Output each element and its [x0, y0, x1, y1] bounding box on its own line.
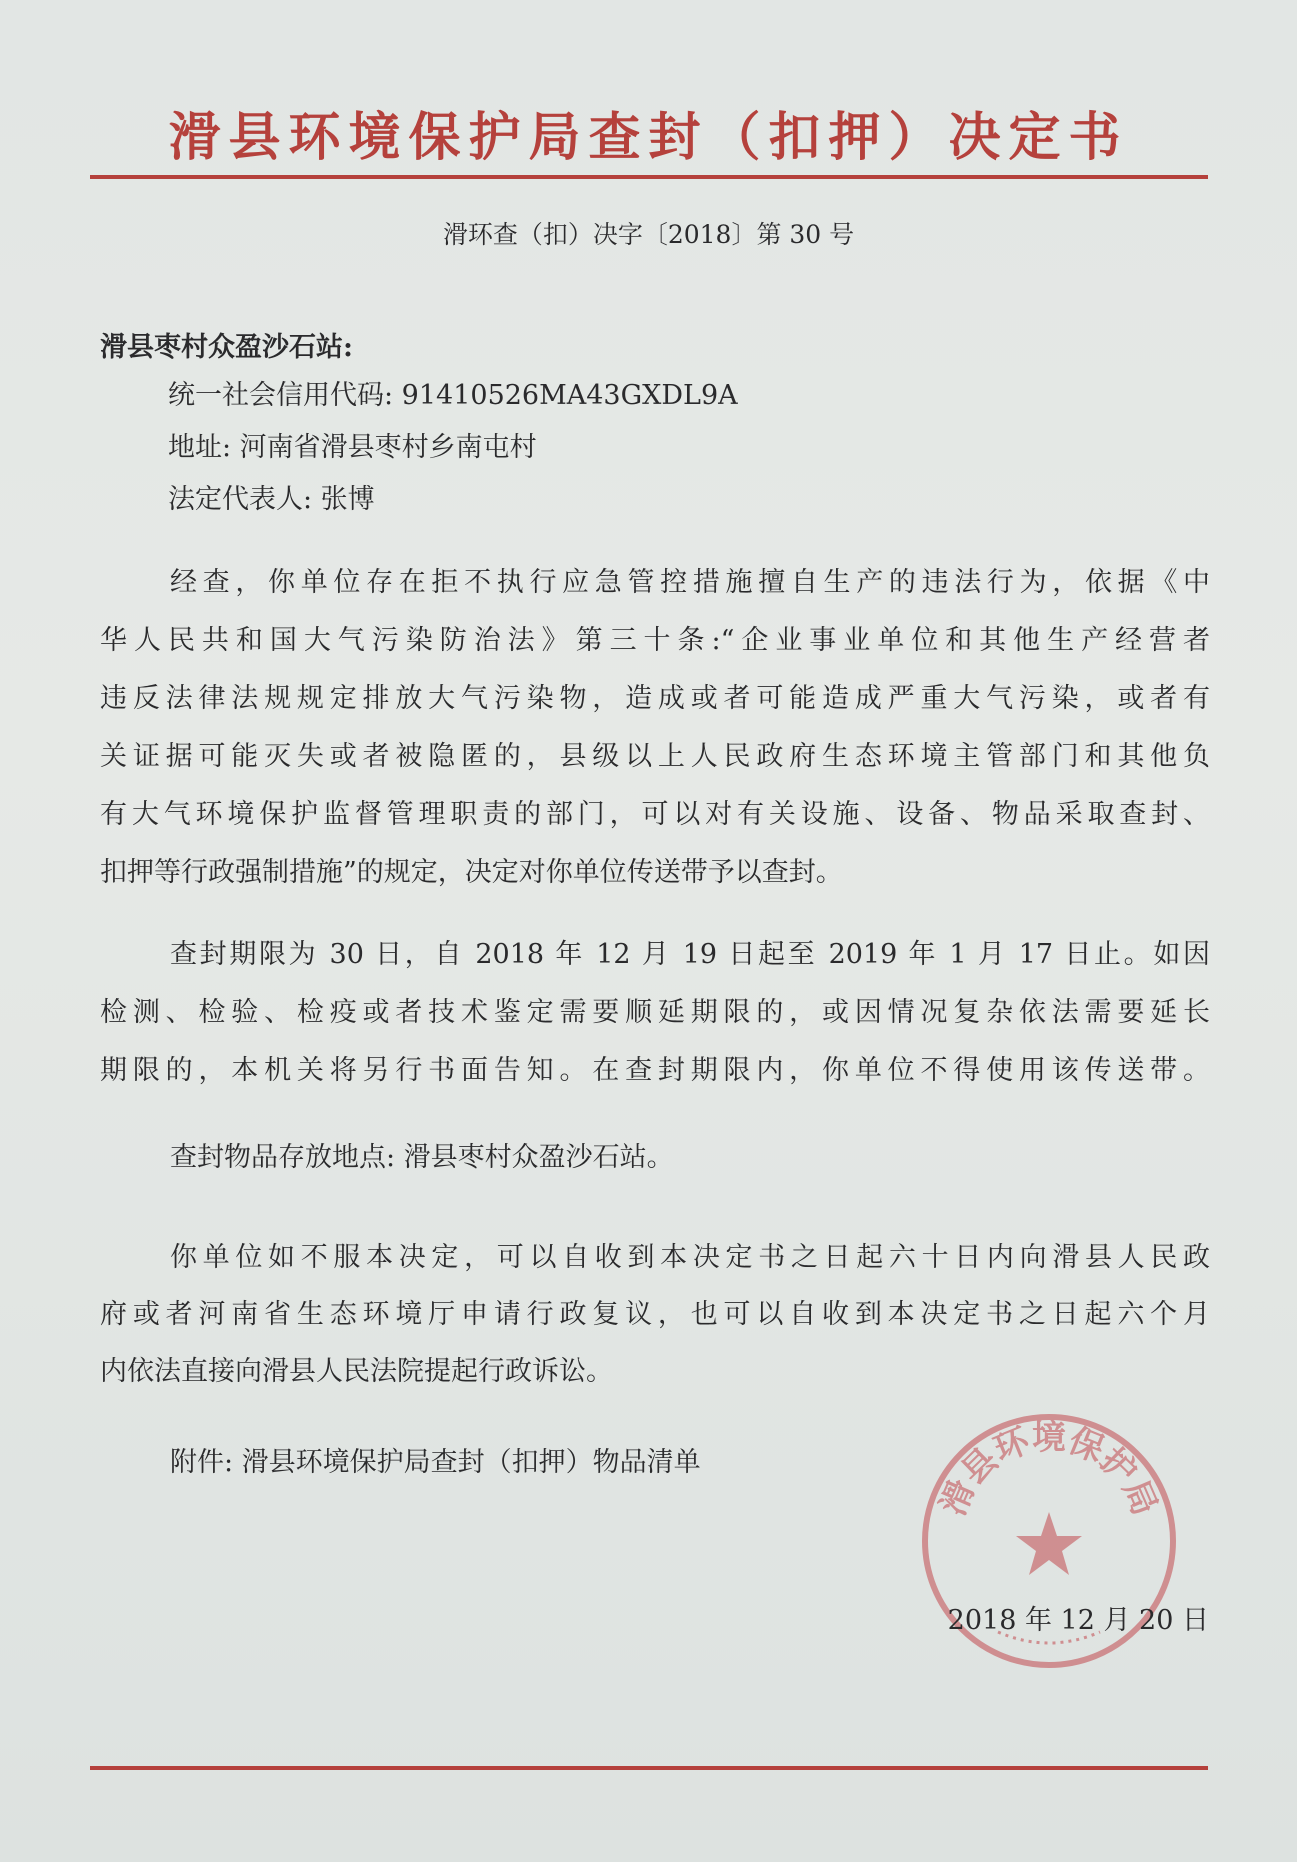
- period-line: 检测、检验、检疫或者技术鉴定需要顺延期限的，或因情况复杂依法需要延长: [100, 997, 1210, 1028]
- storage-location: 查封物品存放地点: 滑县枣村众盈沙石站。: [170, 1142, 674, 1173]
- recipient-name: 滑县枣村众盈沙石站:: [100, 332, 353, 363]
- finding-line: 违反法律法规规定排放大气污染物，造成或者可能造成严重大气污染，或者有: [100, 683, 1210, 714]
- document-number: 滑环查（扣）决字〔2018〕第 30 号: [442, 220, 855, 249]
- seal-text: 滑县环境保护局: [933, 1418, 1165, 1522]
- finding-line: 有大气环境保护监督管理职责的部门，可以对有关设施、设备、物品采取查封、: [100, 799, 1210, 830]
- period-line: 期限的，本机关将另行书面告知。在查封期限内，你单位不得使用该传送带。: [100, 1055, 1210, 1086]
- appeal-line: 内依法直接向滑县人民法院提起行政诉讼。: [100, 1356, 613, 1387]
- finding-line: 经查，你单位存在拒不执行应急管控措施擅自生产的违法行为，依据《中: [170, 567, 1210, 598]
- attachment-line: 附件: 滑县环境保护局查封（扣押）物品清单: [170, 1447, 701, 1478]
- representative-line: 法定代表人: 张博: [168, 484, 375, 515]
- finding-line: 华人民共和国大气污染防治法》第三十条:“企业事业单位和其他生产经营者: [100, 625, 1210, 656]
- finding-line: 扣押等行政强制措施”的规定，决定对你单位传送带予以查封。: [100, 857, 843, 888]
- finding-line: 关证据可能灭失或者被隐匿的，县级以上人民政府生态环境主管部门和其他负: [100, 741, 1210, 772]
- address-line: 地址: 河南省滑县枣村乡南屯村: [168, 432, 537, 463]
- footer-rule: [90, 1766, 1208, 1770]
- title-rule: [90, 175, 1208, 179]
- period-line: 查封期限为 30 日，自 2018 年 12 月 19 日起至 2019 年 1 月 17 日止。如因: [170, 939, 1210, 970]
- seal-star-icon: [1016, 1512, 1082, 1575]
- appeal-line: 府或者河南省生态环境厅申请行政复议，也可以自收到本决定书之日起六个月: [100, 1299, 1210, 1330]
- appeal-line: 你单位如不服本决定，可以自收到本决定书之日起六十日内向滑县人民政: [170, 1242, 1210, 1273]
- credit-code-line: 统一社会信用代码: 91410526MA43GXDL9A: [168, 380, 738, 411]
- document-title: 滑县环境保护局查封（扣押）决定书: [168, 108, 1129, 168]
- signature-date: 2018 年 12 月 20 日: [947, 1605, 1209, 1636]
